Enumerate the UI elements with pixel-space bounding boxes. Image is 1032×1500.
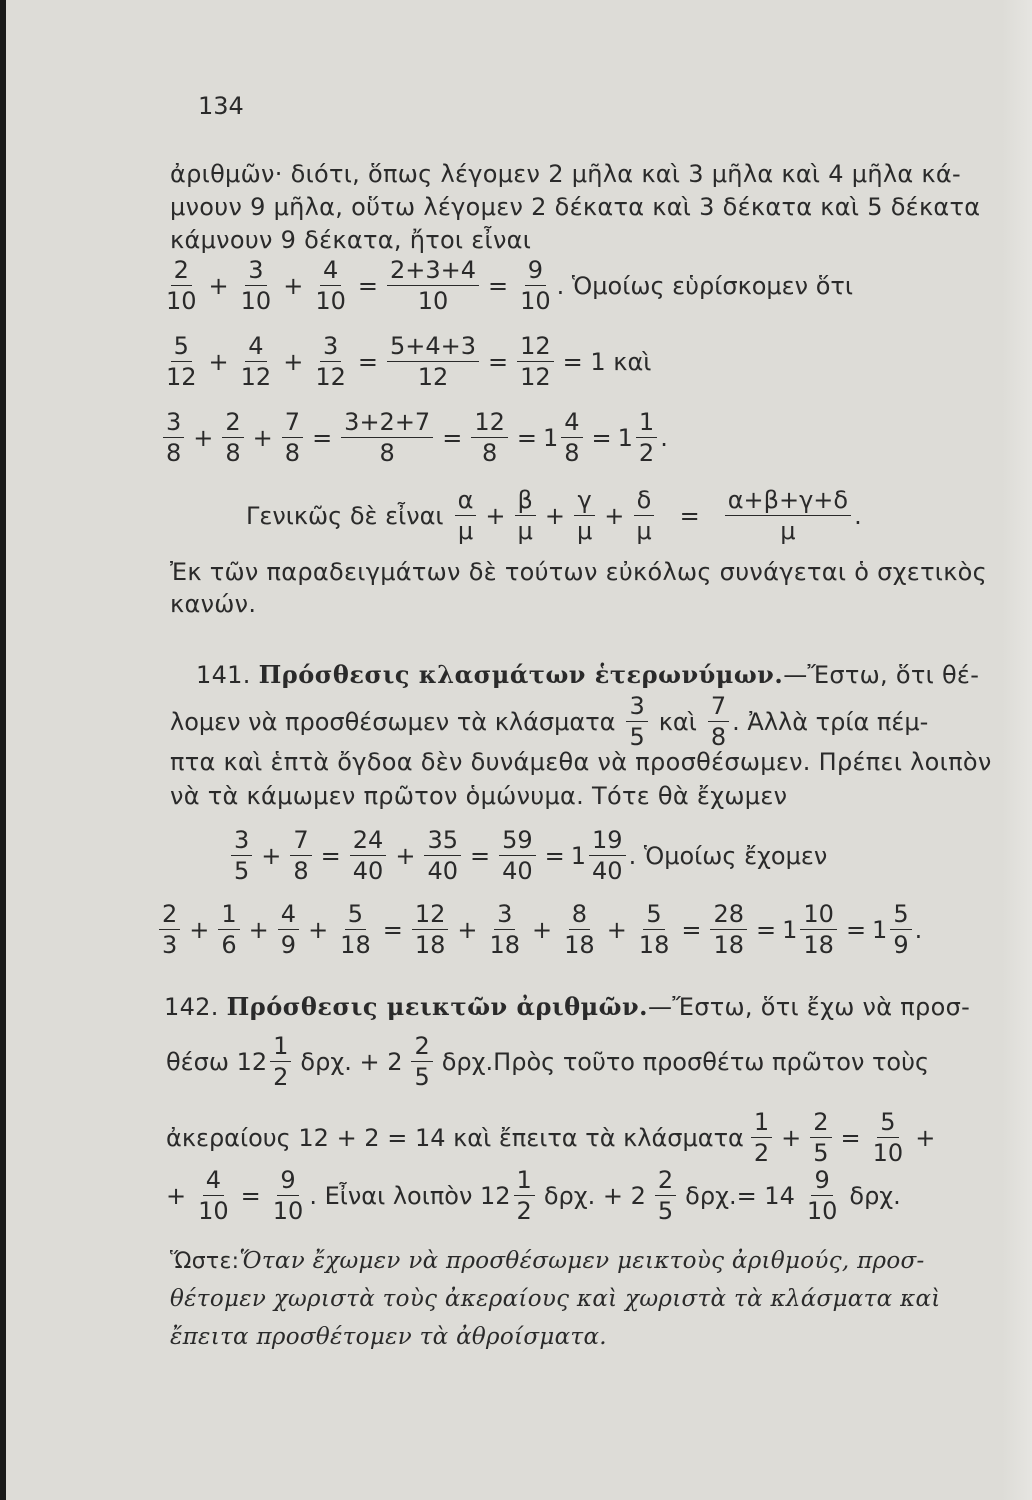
equation-141-b: $\frac{2}{3}$ + $\frac{1}{6}$ + $\frac{4}{9}$ + $\frac{5}{18}$ = $\frac{12}{18}$ + $\frac{3}{18}$ + $\frac{8}{18}$ + $\frac{5}{18}$ = $\frac{28}{18}$ = 1 $\frac{10}{18}$ = 1 $\frac{5}{9}$ . — [156, 902, 922, 957]
equation-141-a: $\frac{3}{5}$ + $\frac{7}{8}$ = $\frac{24}{40}$ + $\frac{35}{40}$ = $\frac{59}{40}$ = 1 $\frac{19}{40}$ . Ὁμοίως ἔχομεν — [228, 828, 827, 883]
section-141-line-2: λομεν νὰ προσθέσωμεν τὰ κλάσματα $\frac{3}{5}$ καὶ $\frac{7}{8}$ . Ἀλλὰ τρία πέμ- — [170, 692, 929, 751]
section-142-line-4: + $\frac{4}{10}$ = $\frac{9}{10}$ . Εἶναι λοιπὸν 12 $\frac{1}{2}$ δρχ. + 2 $\frac{2}{5}$ δρχ.= 14 $\frac{9}{10}$ δρχ. — [166, 1166, 901, 1225]
intro-line-1: ἀριθμῶν· διότι, ὅπως λέγομεν 2 μῆλα καὶ 3 μῆλα καὶ 4 μῆλα κά- — [170, 160, 961, 188]
intro-line-2: μνουν 9 μῆλα, οὕτω λέγομεν 2 δέκατα καὶ 3 δέκατα καὶ 5 δέκατα — [170, 193, 981, 221]
conclusion-line-3: ἔπειτα προσθέτομεν τὰ ἀθροίσματα. — [170, 1324, 607, 1350]
equation-3: $\frac{3}{8}$ + $\frac{2}{8}$ + $\frac{7}{8}$ = $\frac{3+2+7}{8}$ = $\frac{12}{8}$ = 1 $\frac{4}{8}$ = 1 $\frac{1}{2}$ . — [160, 410, 668, 465]
general-formula: Γενικῶς δὲ εἶναι $\frac{\alpha}{\mu}$ + $\frac{\beta}{\mu}$ + $\frac{\gamma}{\mu}$ + $\frac{\delta}{\mu}$ = $\frac{\alpha+\beta+\gamma+\delta}{\mu}$ . — [246, 486, 862, 545]
page-number: 134 — [198, 92, 244, 120]
section-141-line-4: νὰ τὰ κάμωμεν πρῶτον ὁμώνυμα. Τότε θὰ ἔχωμεν — [170, 782, 788, 810]
rule-line-1: Ἐκ τῶν παραδειγμάτων δὲ τούτων εὐκόλως συνάγεται ὁ σχετικὸς — [170, 558, 988, 586]
section-142-line-2: θέσω 12 $\frac{1}{2}$ δρχ. + 2 $\frac{2}{5}$ δρχ.Πρὸς τοῦτο προσθέτω πρῶτον τοὺς — [166, 1032, 930, 1091]
section-142-heading: 142. Πρόσθεσις μεικτῶν ἀριθμῶν.—Ἔστω, ὅτι ἔχω νὰ προσ- — [164, 992, 971, 1021]
equation-2: $\frac{5}{12}$ + $\frac{4}{12}$ + $\frac{3}{12}$ = $\frac{5+4+3}{12}$ = $\frac{12}{12}$ = 1 καὶ — [166, 332, 652, 391]
scan-edge-right — [1002, 0, 1032, 1500]
section-141-line-3: πτα καὶ ἑπτὰ ὄγδοα δὲν δυνάμεθα νὰ προσθέσωμεν. Πρέπει λοιπὸν — [170, 748, 992, 776]
scan-edge-left — [0, 0, 6, 1500]
conclusion-line-2: θέτομεν χωριστὰ τοὺς ἀκεραίους καὶ χωριστὰ τὰ κλάσματα καὶ — [170, 1286, 941, 1312]
equation-1: $\frac{2}{10}$ + $\frac{3}{10}$ + $\frac{4}{10}$ = $\frac{2+3+4}{10}$ = $\frac{9}{10}$ . Ὁμοίως εὑρίσκομεν ὅτι — [166, 256, 853, 315]
section-142-line-3: ἀκεραίους 12 + 2 = 14 καὶ ἔπειτα τὰ κλάσματα $\frac{1}{2}$ + $\frac{2}{5}$ = $\frac{5}{10}$ + — [166, 1108, 936, 1167]
intro-line-3: κάμνουν 9 δέκατα, ἤτοι εἶναι — [170, 226, 532, 254]
rule-line-2: κανών. — [170, 590, 257, 618]
conclusion-line-1: Ὥστε:Ὅταν ἔχωμεν νὰ προσθέσωμεν μεικτοὺς ἀριθμούς, προσ- — [170, 1248, 925, 1274]
section-141-heading: 141. Πρόσθεσις κλασμάτων ἑτερωνύμων.—Ἔστω, ὅτι θέ- — [196, 660, 980, 689]
